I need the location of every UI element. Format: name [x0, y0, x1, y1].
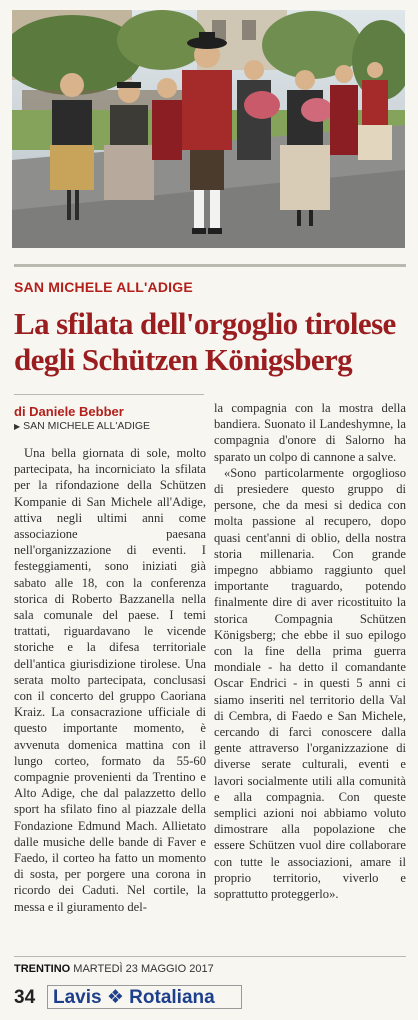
- dateline-text: SAN MICHELE ALL'ADIGE: [23, 420, 151, 432]
- byline-rule: [14, 394, 204, 395]
- headline-line-1: La sfilata dell'orgoglio tirolese: [14, 306, 396, 341]
- article-column-2: [214, 400, 406, 951]
- parade-photo: [12, 10, 405, 248]
- paragraph-2: la compagnia con la mostra della bandiera. Suonato il Landeshymne, la compagnia d'onore di Salorno ha sparato un colpo di cannone a salve.: [214, 401, 406, 464]
- page-number: 34: [14, 987, 36, 1008]
- footer-dateline: [14, 963, 214, 975]
- article-kicker: SAN MICHELE ALL'ADIGE: [14, 279, 193, 295]
- article-headline: [14, 306, 406, 378]
- top-rule: [14, 264, 406, 267]
- byline: di Daniele Bebber: [14, 404, 124, 419]
- headline-line-2: degli Schützen Königsberg: [14, 342, 353, 377]
- paragraph-3: «Sono particolarmente orgoglioso di presiedere questo gruppo di persone, che da mesi si dedica con molta passione al recupero, dopo quasi cent'anni di oblio, della nostra storia millenaria. Con grande impegno abbiamo raggiunto quel importante traguardo, potendo finalmente dire di aver ricostituito la storica Compagnia Schützen Königsberg; che ebbe il suo epilogo con la fine della prima guerra mondiale - ha detto il comandante Oscar Endrici - in questi 5 anni ci siamo inseriti nel territorio della Val di Cembra, di Faedo e San Michele, cercando di farci conoscere dalla gente attraverso l'organizzazione di diverse serate culturali, eventi e lavori socialmente utili alla comunità e alla compagnia. Con queste semplici azioni noi abbiamo voluto dimostrare alla popolazione che essere Schützen vuol dire collaborare con tutte le associazioni, amare il proprio territorio, viverlo e soprattutto proteggerlo».: [214, 465, 406, 902]
- newspaper-name: TRENTINO: [14, 963, 71, 975]
- dateline-marker-icon: ▶: [14, 422, 21, 431]
- dateline: [14, 420, 204, 432]
- article-photo: [12, 10, 405, 248]
- footer-rule: [14, 956, 406, 957]
- section-name: Lavis ❖ Rotaliana: [47, 985, 242, 1009]
- section-footer: [14, 985, 244, 1011]
- paragraph-1: Una bella giornata di sole, molto partecipata, ha incorniciato la sfilata per la rifondazione della Schützen Kompanie di San Michele all'Adige, attiva negli ultimi anni come associazione paesana nell'organizzazione di eventi. I festeggiamenti, sono iniziati già sabato alle 18, con la conferenza storica di Roberto Bazzanella nella sala comunale del paese. I temi trattati, riguardavano le vicende storiche e la difesa territoriale dell'antica giurisdizione tirolese. Una serata molto partecipata, conclusasi con il concerto del gruppo Caoriana Kraiz. La consacrazione ufficiale di questo importante momento, è avvenuta domenica mattina con il lungo corteo, formato da 55-60 compagnie provenienti da Trentino e Alto Adige, che dal palazzetto dello sport ha sfilato fino al piazzale della Fondazione Edmund Mach. Allietato dalle musiche delle bande di Faver e Faedo, il corteo ha fatto un momento di sosta, per porgere una corona in ricordo dei Caduti. Nel cortile, la messa e il giuramento del-: [14, 446, 206, 914]
- issue-date: MARTEDÌ 23 MAGGIO 2017: [73, 963, 214, 975]
- article-column-1: [14, 445, 206, 951]
